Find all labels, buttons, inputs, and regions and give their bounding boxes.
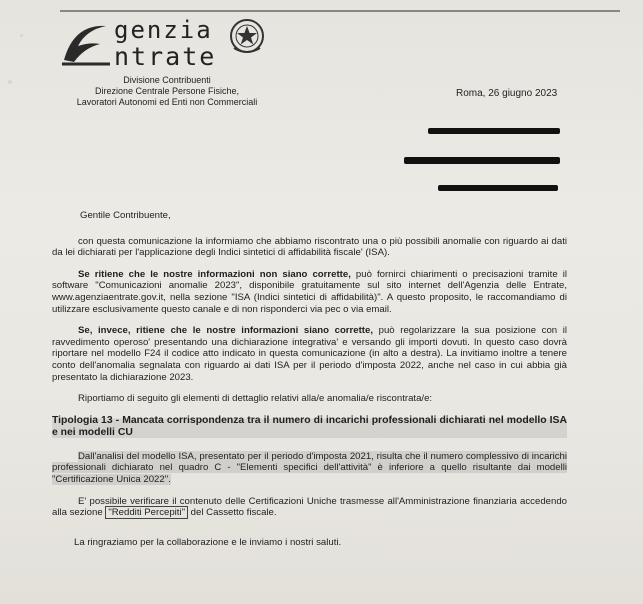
place-date: Roma, 26 giugno 2023 [456,88,558,99]
paragraph-details-intro: Riportiamo di seguito gli elementi di dettaglio relativi alla/e anomalia/e riscontrata/e: [78,393,433,405]
paragraph-correct [52,325,567,383]
logo-word-entrate: ntrate [114,42,217,71]
redacted-address-line [404,157,560,164]
paragraph-incorrect [52,269,567,315]
paragraph-intro: con questa comunicazione la informiamo che abbiamo riscontrato una o più possibili anomalie con riguardo ai dati da lei dichiarati per l'applicazione degli Indici sintetici di affidabilità fiscale' (ISA). [52,235,567,259]
paragraph-verify-text: E' possibile verificare il contenuto delle Certificazioni Uniche trasmesse all'Amministrazione finanziaria accedendo alla sezione [52,495,567,519]
paper-speck [8,80,12,84]
paragraph-verify [52,496,567,519]
top-edge-line [60,0,620,12]
letter-body [52,210,567,558]
greeting: Gentile Contribuente, [80,210,171,221]
division-line: Lavoratori Autonomi ed Enti non Commerciali [76,97,258,107]
logo-word-agenzia: genzia [114,16,213,44]
division-line: Direzione Centrale Persone Fisiche, [94,86,240,96]
division-block [52,75,282,108]
redacted-address-line [428,128,560,134]
paragraph-correct-lead: Se, invece, ritiene che le nostre informazioni siano corrette, [78,325,373,337]
paragraph-analysis-text: Dall'analisi del modello ISA, presentato per il periodo d'imposta 2021, risulta che il numero complessivo di incarichi professionali dichiarato nel quadro C - "Elementi specifici dell'attività" è inferiore a quello risultante dai modelli "Certificazione Unica 2022". [52,450,567,485]
logo-swoosh-icon [60,20,112,66]
closing-line: La ringraziamo per la collaborazione e le inviamo i nostri saluti. [74,536,342,548]
paragraph-incorrect-lead: Se ritiene che le nostre informazioni non siano corrette, [78,268,351,280]
paragraph-analysis [52,451,567,486]
italian-republic-emblem-icon [228,16,266,56]
paper-speck [20,34,23,37]
division-line: Divisione Contribuenti [123,75,211,85]
redacted-address-line [438,185,558,191]
anomaly-typology-heading: Tipologia 13 - Mancata corrispondenza tra il numero di incarichi professionali dichiarati nel modello ISA e nei modelli CU [52,414,567,438]
paragraph-correct-text: può regolarizzare la sua posizione con il ravvedimento operoso' presentando una dichiarazione integrativa' e versando gli importi dovuti. In questo caso dovrà riportare nel modello F24 il codice atto indicato in questa comunicazione (in alto a destra). La invitiamo inoltre a tenere conto dell'anomalia segnalata con riguardo ai dati ISA per il periodo d'imposta 2022, anche nel caso in cui abbia già presentato la dichiarazione 2023. [52,325,567,383]
paragraph-incorrect-text: può fornirci chiarimenti o precisazioni tramite il software "Comunicazioni anomalie 2023", disponibile gratuitamente sul sito internet dell'Agenzia delle Entrate, www.agenziaentrate.gov.it, nella sezione "ISA (Indici sintetici di affidabilità)". A questo proposito, le raccomandiamo di utilizzare esclusivamente questo canale e di non risponderci via pec o via email. [52,268,567,315]
redditi-percepiti-box: "Redditi Percepiti" [105,506,188,519]
paragraph-verify-end: del Cassetto fiscale. [188,507,277,519]
